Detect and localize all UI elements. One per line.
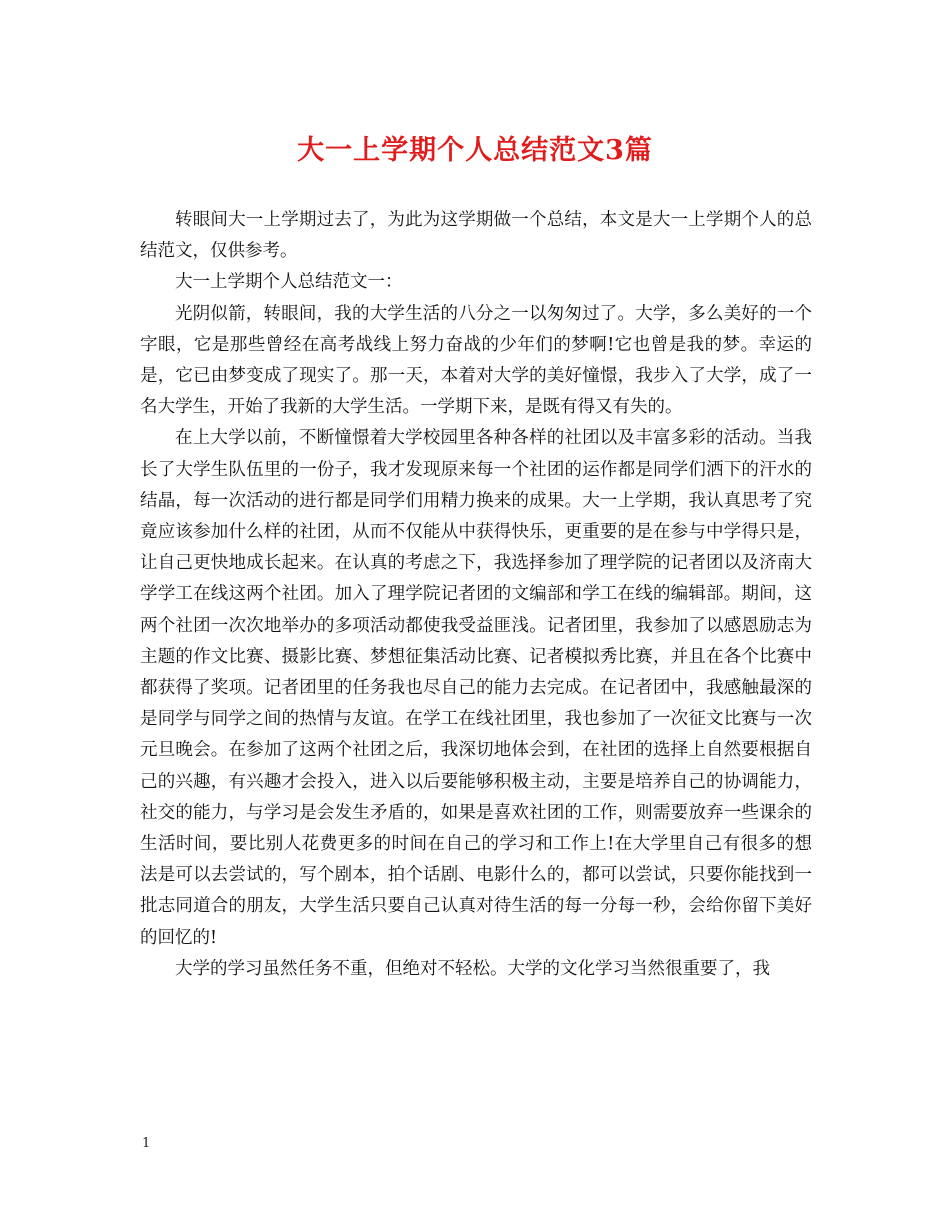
paragraph-body: 大学的学习虽然任务不重，但绝对不轻松。大学的文化学习当然很重要了，我 (175, 958, 770, 979)
paragraph-body: 在上大学以前，不断憧憬着大学校园里各种各样的社团以及丰富多彩的活动。当我长了大学生队伍里的一份子，我才发现原来每一个社团的运作都是同学们洒下的汗水的结晶，每一次活动的进行都是同学们用精力换来的成果。大一上学期，我认真思考了究竟应该参加什么样的社团，从而不仅能从中获得快乐，更重要的是在参与中学得只是，让自己更快地成长起来。在认真的考虑之下，我选择参加了理学院的记者团以及济南大学学工在线这两个社团。加入了理学院记者团的文编部和学工在线的编辑部。期间，这两个社团一次次地举办的多项活动都使我受益匪浅。记者团里，我参加了以感恩励志为主题的作文比赛、摄影比赛、梦想征集活动比赛、记者模拟秀比赛，并且在各个比赛中都获得了奖项。记者团里的任务我也尽自己的能力去完成。在记者团中，我感触最深的是同学与同学之间的热情与友谊。在学工在线社团里，我也参加了一次征文比赛与一次元旦晚会。在参加了这两个社团之后，我深切地体会到，在社团的选择上自然要根据自己的兴趣，有兴趣才会投入，进入以后要能够积极主动，主要是培养自己的协调能力，社交的能力，与学习是会发生矛盾的，如果是喜欢社团的工作，则需要放弃一些课余的生活时间，要比别人花费更多的时间在自己的学习和工作上!在大学里自己有很多的想法是可以去尝试的，写个剧本，拍个话剧、电影什么的，都可以尝试，只要你能找到一批志同道合的朋友，大学生活只要自己认真对待生活的每一分每一秒，会给你留下美好的回忆的! (140, 428, 812, 948)
document-body (140, 205, 812, 985)
paragraph-section-heading: 大一上学期个人总结范文一： (175, 272, 403, 293)
paragraph-body: 光阴似箭，转眼间，我的大学生活的八分之一以匆匆过了。大学，多么美好的一个字眼，它是那些曾经在高考战线上努力奋战的少年们的梦啊!它也曾是我的梦。幸运的是，它已由梦变成了现实了。那一天，本着对大学的美好憧憬，我步入了大学，成了一名大学生，开始了我新的大学生活。一学期下来，是既有得又有失的。 (140, 303, 812, 418)
paragraph-intro: 转眼间大一上学期过去了，为此为这学期做一个总结，本文是大一上学期个人的总结范文，仅供参考。 (140, 210, 812, 262)
page-number: 1 (142, 1136, 151, 1151)
document-title: 大一上学期个人总结范文3篇 (297, 135, 653, 166)
